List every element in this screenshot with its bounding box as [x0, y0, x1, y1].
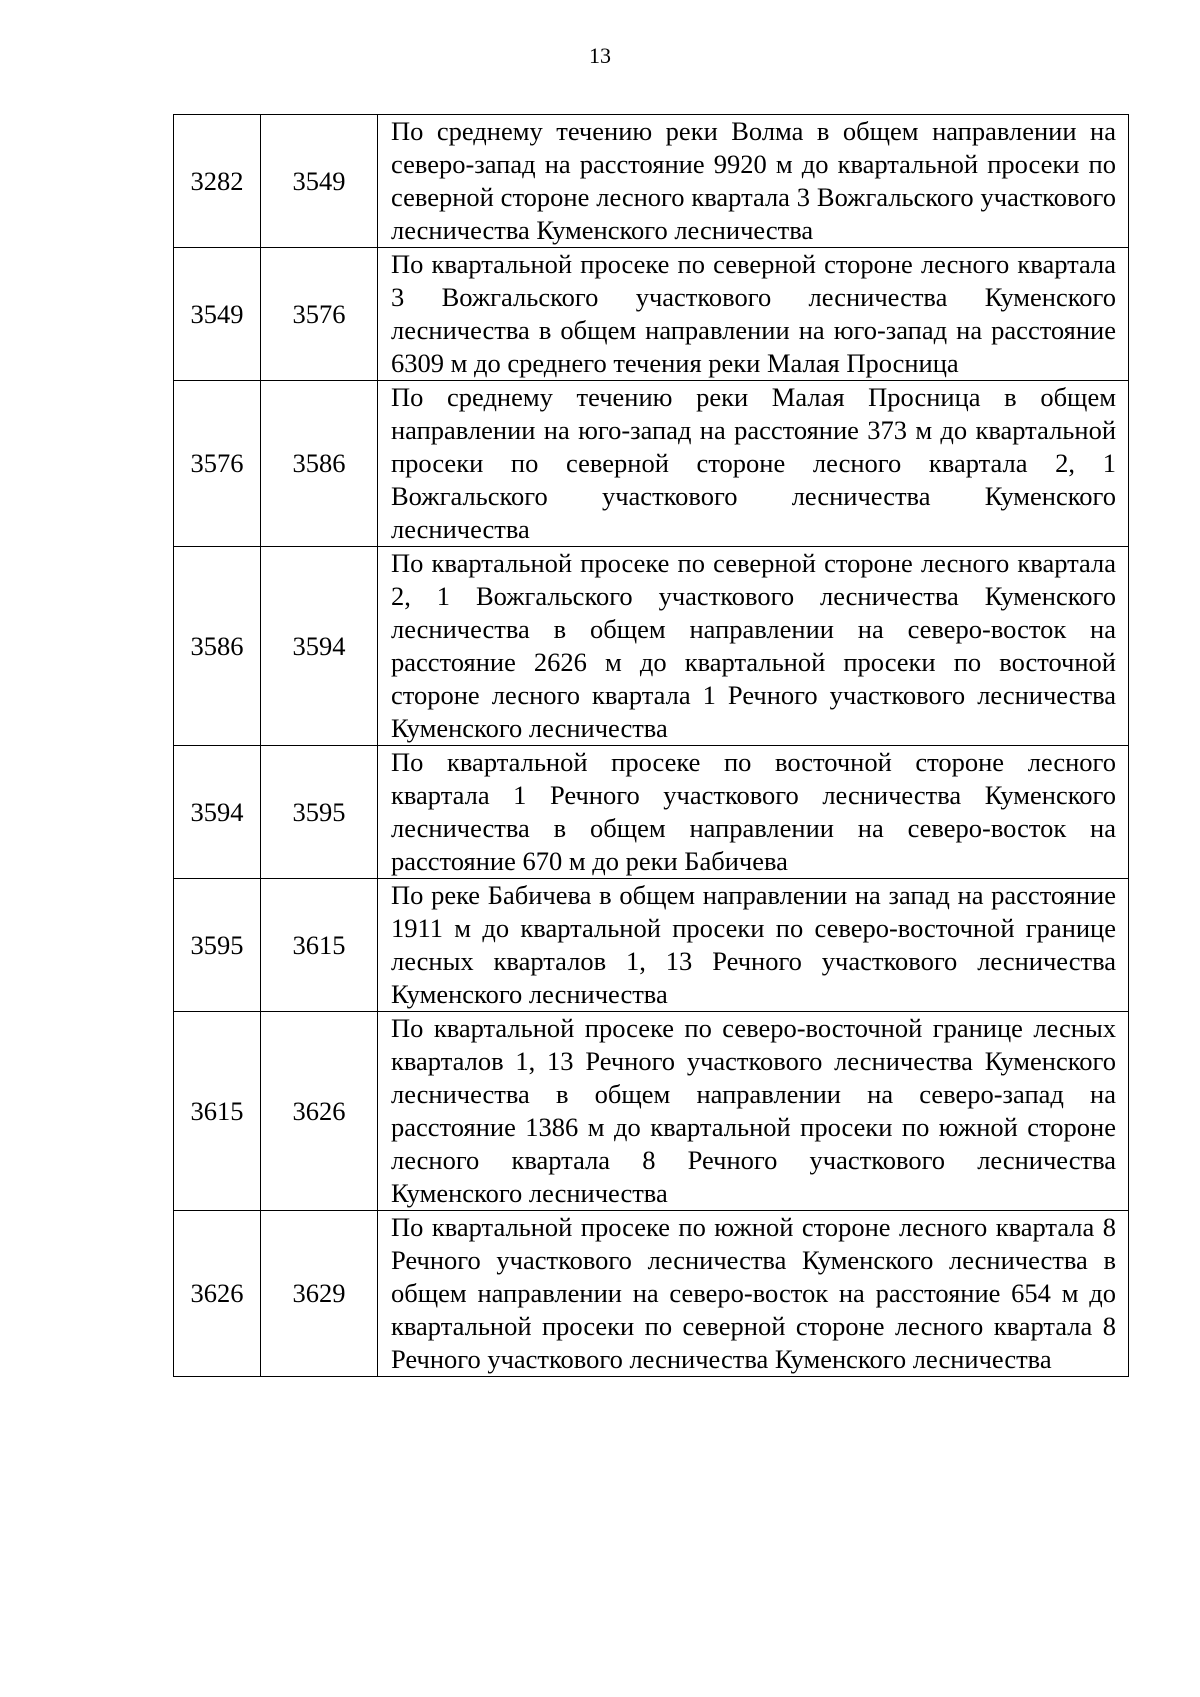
from-point-cell: 3586 [174, 547, 261, 746]
table-row [174, 381, 1129, 547]
to-point-cell: 3586 [261, 381, 378, 547]
from-point-cell: 3576 [174, 381, 261, 547]
from-point-cell: 3594 [174, 746, 261, 879]
table-row [174, 879, 1129, 1012]
boundary-description-cell: По квартальной просеке по северной стороне лесного квартала 2, 1 Вожгальского участкового лесничества Куменского лесничества в общем направлении на северо-восток на расстояние 2626 м до квартальной просеки по восточной стороне лесного квартала 1 Речного участкового лесничества Куменского лесничества [378, 547, 1129, 746]
from-point-cell: 3626 [174, 1211, 261, 1377]
from-point-cell: 3595 [174, 879, 261, 1012]
table-row [174, 115, 1129, 248]
boundary-description-cell: По квартальной просеке по северной стороне лесного квартала 3 Вожгальского участкового лесничества Куменского лесничества в общем направлении на юго-запад на расстояние 6309 м до среднего течения реки Малая Просница [378, 248, 1129, 381]
to-point-cell: 3615 [261, 879, 378, 1012]
to-point-cell: 3629 [261, 1211, 378, 1377]
boundary-description-cell: По среднему течению реки Волма в общем направлении на северо-запад на расстояние 9920 м до квартальной просеки по северной стороне лесного квартала 3 Вожгальского участкового лесничества Куменского лесничества [378, 115, 1129, 248]
to-point-cell: 3549 [261, 115, 378, 248]
from-point-cell: 3282 [174, 115, 261, 248]
boundary-description-cell: По квартальной просеке по восточной стороне лесного квартала 1 Речного участкового лесничества Куменского лесничества в общем направлении на северо-восток на расстояние 670 м до реки Бабичева [378, 746, 1129, 879]
to-point-cell: 3626 [261, 1012, 378, 1211]
boundary-table [173, 114, 1129, 1377]
from-point-cell: 3549 [174, 248, 261, 381]
table-row [174, 547, 1129, 746]
table-row [174, 1012, 1129, 1211]
boundary-description-cell: По квартальной просеке по южной стороне лесного квартала 8 Речного участкового лесничества Куменского лесничества в общем направлении на северо-восток на расстояние 654 м до квартальной просеки по северной стороне лесного квартала 8 Речного участкового лесничества Куменского лесничества [378, 1211, 1129, 1377]
to-point-cell: 3576 [261, 248, 378, 381]
boundary-description-cell: По среднему течению реки Малая Просница в общем направлении на юго-запад на расстояние 373 м до квартальной просеки по северной стороне лесного квартала 2, 1 Вожгальского участкового лесничества Куменского лесничества [378, 381, 1129, 547]
table-row [174, 746, 1129, 879]
page-number: 13 [589, 43, 611, 68]
to-point-cell: 3594 [261, 547, 378, 746]
from-point-cell: 3615 [174, 1012, 261, 1211]
table-row [174, 248, 1129, 381]
boundary-description-cell: По реке Бабичева в общем направлении на запад на расстояние 1911 м до квартальной просеки по северо-восточной границе лесных кварталов 1, 13 Речного участкового лесничества Куменского лесничества [378, 879, 1129, 1012]
table-body [174, 115, 1129, 1377]
table-row [174, 1211, 1129, 1377]
boundary-description-cell: По квартальной просеке по северо-восточной границе лесных кварталов 1, 13 Речного участкового лесничества Куменского лесничества в общем направлении на северо-запад на расстояние 1386 м до квартальной просеки по южной стороне лесного квартала 8 Речного участкового лесничества Куменского лесничества [378, 1012, 1129, 1211]
to-point-cell: 3595 [261, 746, 378, 879]
